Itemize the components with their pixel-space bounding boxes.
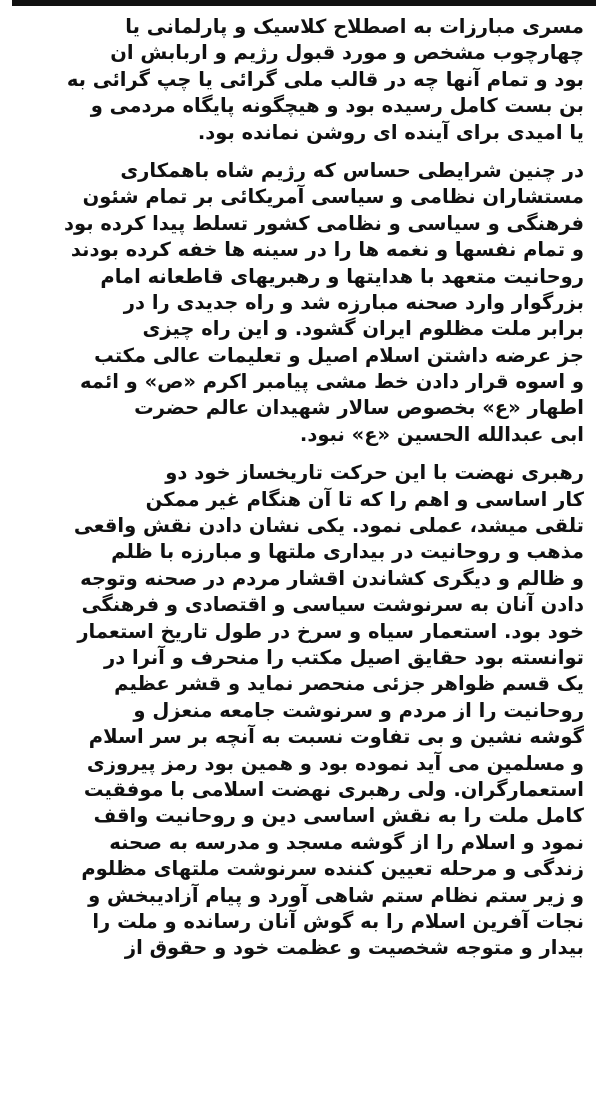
text-line: مستشاران نظامی و سیاسی آمریکائی بر تمام شئون [82,185,584,209]
text-line: فرهنگی و سیاسی و نظامی کشور تسلط پیدا کرده بود [63,211,584,235]
text-line: زندگی و مرحله تعیین کننده سرنوشت ملتهای مظلوم [81,857,584,881]
text-column [22,14,584,962]
text-line: روحانیت متعهد با هدایتها و رهبریهای قاطعانه امام [100,264,584,288]
text-line: مسری مبارزات به اصطلاح کلاسیک و پارلمانی یا [125,15,584,38]
text-line: ابی عبدالله الحسین «ع» نبود. [299,422,584,446]
text-line: چهارچوب مشخص و مورد قبول رژیم و اربابش ان [110,41,584,65]
text-line: در چنین شرایطی حساس که رژیم شاه باهمکاری [120,158,584,182]
text-line: کار اساسی و اهم را که تا آن هنگام غیر ممکن [145,487,584,511]
text-line: تلقی میشد، عملی نمود. یکی نشان دادن نقش واقعی [73,514,584,538]
text-line: یک قسم ظواهر جزئی منحصر نماید و قشر عظیم [114,672,584,696]
paragraph-1 [22,14,584,146]
top-rule [12,0,596,6]
text-line: رهبری نهضت با این حرکت تاریخساز خود دو [165,461,584,485]
text-line: اطهار «ع» بخصوص سالار شهیدان عالم حضرت [134,396,584,420]
text-line: نجات آفرین اسلام را به گوش آنان رسانده و ملت را [92,909,584,933]
text-line: و مسلمین می آید نموده بود و همین بود رمز پیروزی [86,751,584,775]
text-line: و ظالم و دیگری کشاندن اقشار مردم در صحنه وتوجه [80,566,584,590]
text-line: و اسوه قرار دادن خط مشی پیامبر اکرم «ص» و ائمه [79,370,584,394]
paragraph-3 [22,460,584,961]
text-line: بود و تمام آنها چه در قالب ملی گرائی یا چپ گرائی به [66,67,584,91]
text-line: جز عرضه داشتن اسلام اصیل و تعلیمات عالی مکتب [94,343,584,367]
text-line: توانسته بود حقایق اصیل مکتب را منحرف و آنرا در [103,645,584,669]
text-line: نمود و اسلام را از گوشه مسجد و مدرسه به صحنه [109,830,584,854]
paragraph-2 [22,158,584,448]
text-line: و تمام نفسها و نغمه ها را در سینه ها خفه کرده بودند [70,238,584,262]
text-line: بن بست کامل رسیده بود و هیچگونه پایگاه مردمی و [90,94,584,118]
text-line: خود بود. استعمار سیاه و سرخ در طول تاریخ استعمار [77,619,584,643]
text-line: گوشه نشین و بی تفاوت نسبت به آنچه بر سر اسلام [88,725,584,749]
text-line: یا امیدی برای آینده ای روشن نمانده بود. [197,120,584,144]
text-line: دادن آنان به سرنوشت سیاسی و اقتصادی و فرهنگی [81,593,584,617]
text-line: بیدار و متوجه شخصیت و عظمت خود و حقوق از [124,936,584,960]
text-line: مذهب و روحانیت در بیداری ملتها و مبارزه با ظلم [111,540,584,564]
text-line: استعمارگران. ولی رهبری نهضت اسلامی با موفقیت [83,777,584,801]
text-line: روحانیت را از مردم و سرنوشت جامعه منعزل و [133,698,584,722]
text-line: برابر ملت مظلوم ایران گشود. و این راه چیزی [142,317,584,341]
text-line: بزرگوار وارد صحنه مبارزه شد و راه جدیدی را در [123,290,584,314]
text-line: و زیر ستم نظام ستم شاهی آورد و پیام آزادیبخش و [88,883,584,907]
text-line: کامل ملت را به نقش اساسی دین و روحانیت واقف [93,804,584,828]
